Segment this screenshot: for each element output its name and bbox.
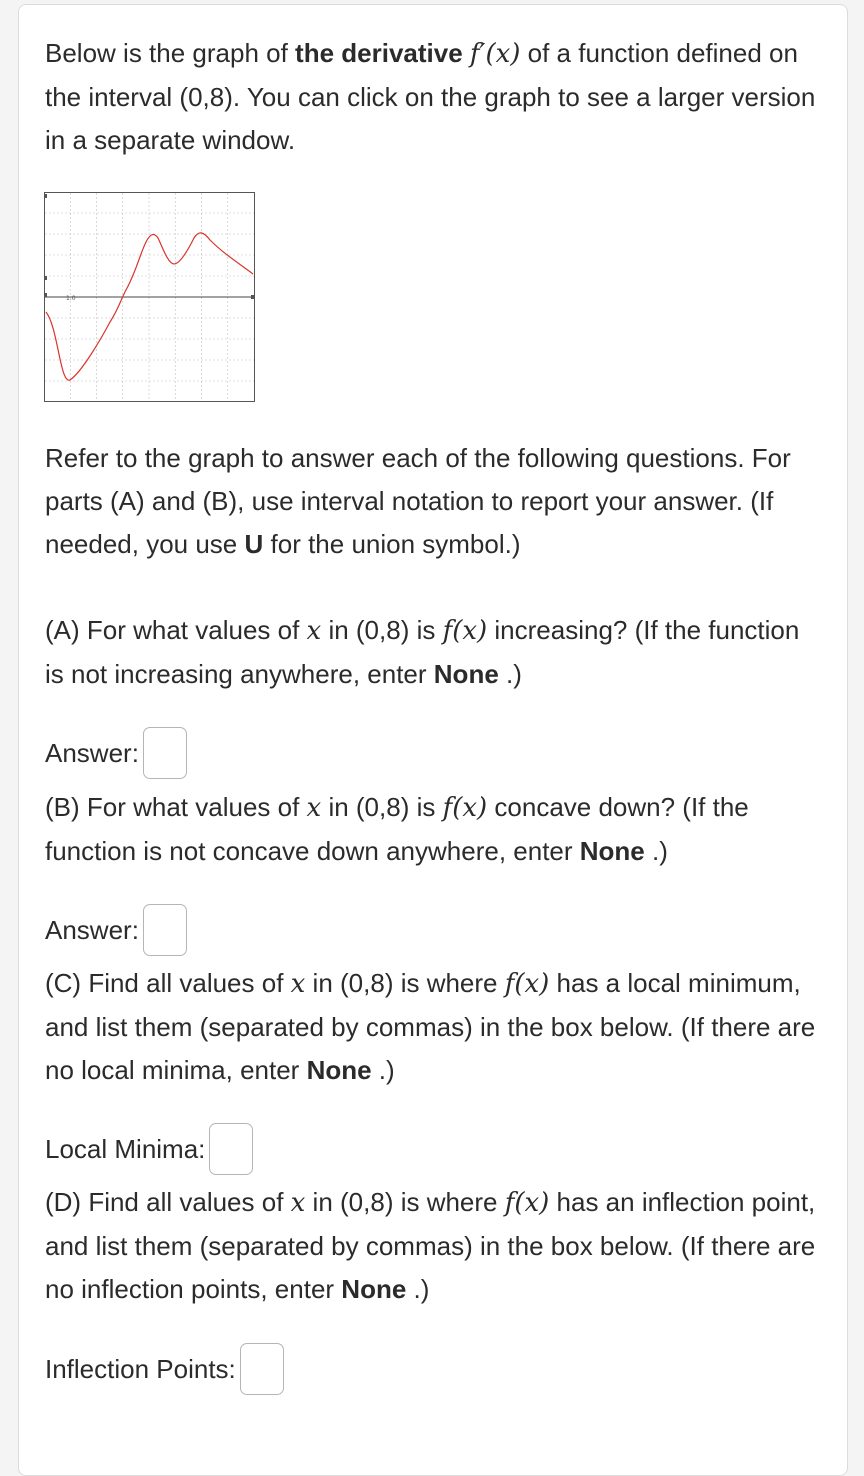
- x-max-tick: [251, 295, 254, 299]
- inflection-points-label: Inflection Points:: [45, 1353, 236, 1384]
- instructions-text: Refer to the graph to answer each of the following questions. For parts (A) and (B), use interval notation to report your answer. (If needed, you use U for the union symbol.): [45, 443, 791, 559]
- part-b-answer-row: [45, 904, 825, 956]
- tick-label: 1.0: [66, 295, 76, 302]
- derivative-bold: the derivative: [295, 38, 463, 68]
- part-b-answer-input[interactable]: [143, 904, 187, 956]
- part-c-answer-row: [45, 1123, 825, 1175]
- part-d-answer-row: [45, 1343, 825, 1395]
- union-symbol: U: [244, 529, 264, 559]
- local-minima-input[interactable]: [209, 1123, 253, 1175]
- part-d-question: (D) Find all values of x in (0,8) is where f(x) has an inflection point, and list them (separated by commas) in the box below. (If there are no inflection points, enter None .): [45, 1187, 816, 1304]
- part-a-question: (A) For what values of x in (0,8) is f(x) increasing? (If the function is not increasing anywhere, enter None .): [45, 615, 800, 689]
- part-b-answer-label: Answer:: [45, 914, 139, 945]
- inflection-points-input[interactable]: [240, 1343, 284, 1395]
- derivative-graph-link[interactable]: [44, 192, 255, 403]
- part-a-answer-input[interactable]: [143, 727, 187, 779]
- local-minima-label: Local Minima:: [45, 1133, 206, 1164]
- question-card: [18, 4, 848, 1476]
- origin-tick: [44, 293, 47, 297]
- y-mid-tick: [44, 276, 47, 280]
- part-a-answer-row: [45, 727, 825, 779]
- part-a-answer-label: Answer:: [45, 737, 139, 768]
- part-c-question: (C) Find all values of x in (0,8) is where f(x) has a local minimum, and list them (separated by commas) in the box below. (If there are no local minima, enter None .): [45, 968, 816, 1085]
- part-b-question: (B) For what values of x in (0,8) is f(x) concave down? (If the function is not concave down anywhere, enter None .): [45, 792, 749, 866]
- y-max-tick: [44, 194, 47, 198]
- fprime-math: f′(x): [469, 39, 521, 69]
- intro-text: Below is the graph of the derivative f′(x) of a function defined on the interval (0,8). You can click on the graph to see a larger version in a separate window.: [45, 38, 816, 155]
- derivative-graph[interactable]: [44, 192, 255, 403]
